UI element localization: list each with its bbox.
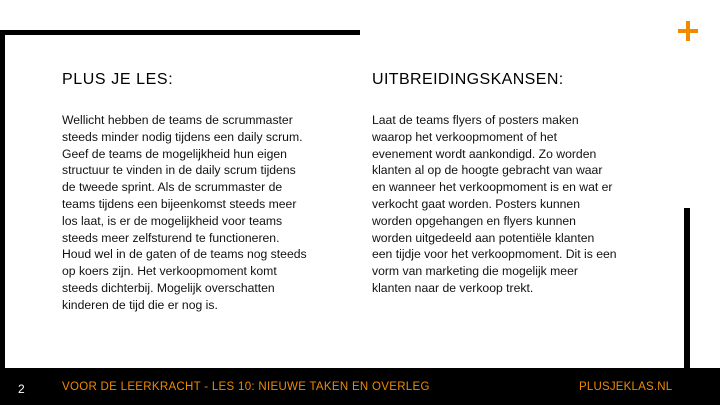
footer-brand-link[interactable]: PLUSJEKLAS.NL <box>579 381 673 393</box>
plus-je-les-heading: PLUS JE LES: <box>62 71 174 88</box>
frame-left-bar <box>0 30 5 368</box>
page-number: 2 <box>18 382 25 396</box>
plus-icon <box>678 21 698 41</box>
plus-je-les-body: Wellicht hebben de teams de scrummaster steeds minder nodig tijdens een daily scrum. Geef de teams de mogelijkheid hun eigen structuur te vinden in de daily scrum tijdens de tweede sprint. Als de scrummaster de teams tijdens een bijeenkomst steeds meer los laat, is er de mogelijkheid voor teams steeds meer zelfsturend te functioneren. Houd wel in de gaten of de teams nog steeds op koers zijn. Het verkoopmoment komt steeds dichterbij. Mogelijk overschatten kinderen de tijd die er nog is. <box>62 113 307 312</box>
uitbreidingskansen-heading: UITBREIDINGSKANSEN: <box>372 71 564 88</box>
frame-right-bar <box>684 208 690 370</box>
frame-top-bar <box>0 30 360 35</box>
plus-je-les-section <box>62 70 352 312</box>
uitbreidingskansen-body: Laat de teams flyers of posters maken waarop het verkoopmoment of het evenement wordt aankondigd. Zo worden klanten al op de hoogte gebracht van waar en wanneer het verkoopmoment is en wat er verkocht gaat worden. Posters kunnen worden opgehangen en flyers kunnen worden uitgedeeld aan potentiële klanten een tijdje voor het verkoopmoment. Dit is een vorm van marketing die mogelijk meer klanten naar de verkoop trekt. <box>372 113 617 295</box>
footer-lesson-title: VOOR DE LEERKRACHT - LES 10: NIEUWE TAKEN EN OVERLEG <box>62 381 430 393</box>
uitbreidingskansen-section <box>372 70 664 295</box>
